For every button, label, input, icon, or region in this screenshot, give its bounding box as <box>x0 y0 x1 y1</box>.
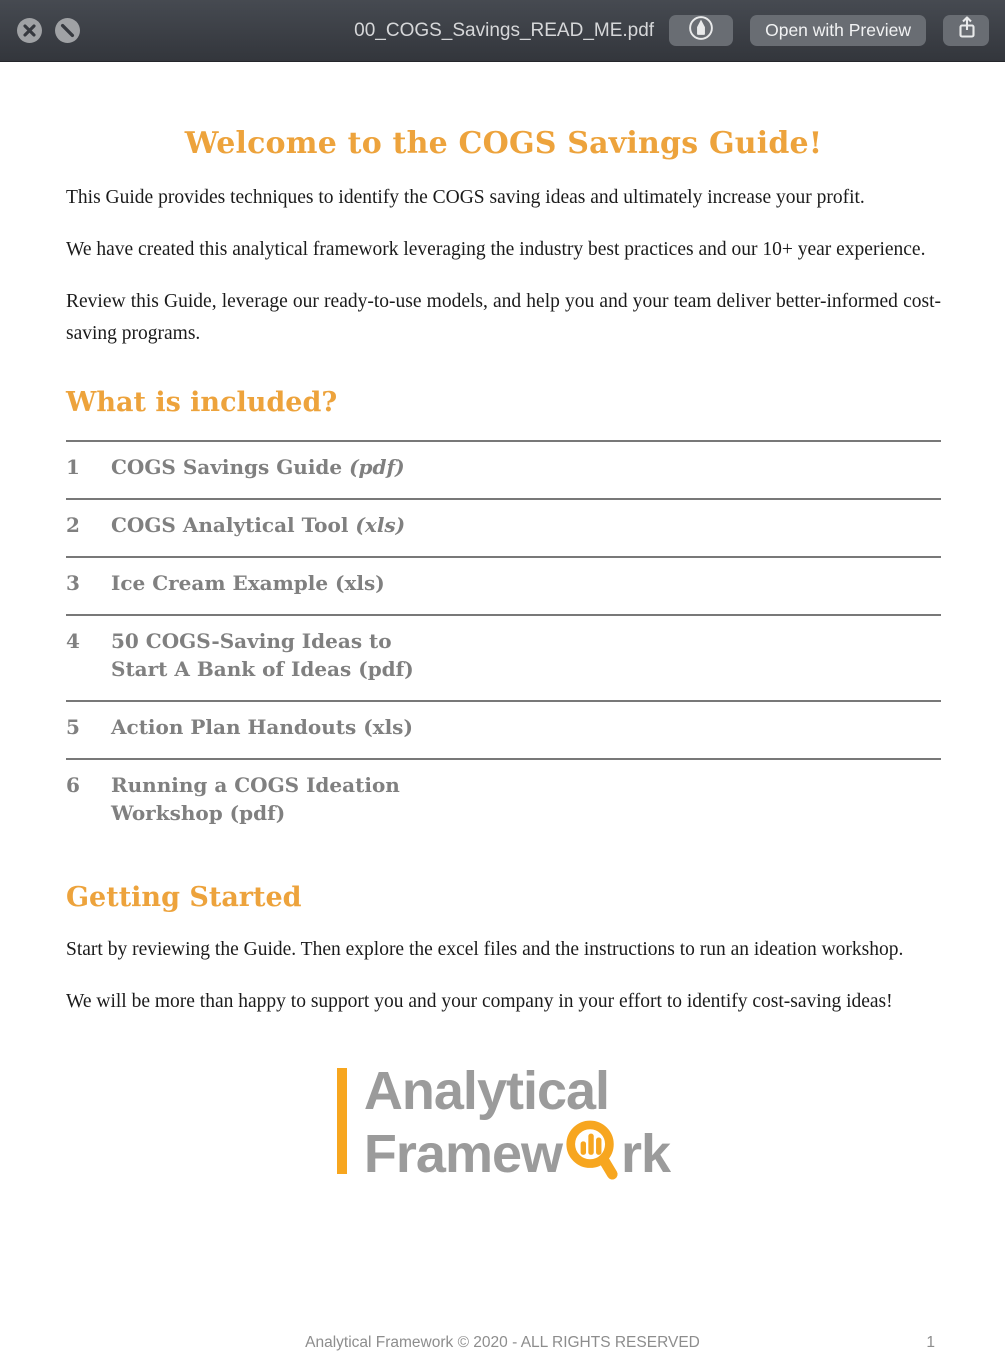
logo-line2-post: rk <box>621 1124 671 1185</box>
close-button[interactable] <box>16 17 43 44</box>
getting-started-heading: Getting Started <box>66 881 302 913</box>
row-description <box>456 569 941 597</box>
table-row <box>66 758 941 844</box>
table-row <box>66 498 941 556</box>
table-row <box>66 614 941 700</box>
paragraph: Start by reviewing the Guide. Then explore the excel files and the instructions to run an ideation workshop. <box>66 938 904 960</box>
logo-text <box>363 1061 671 1185</box>
row-title: COGS Analytical Tool (xls) <box>111 512 406 537</box>
page-number: 1 <box>926 1334 935 1351</box>
analytical-framework-logo <box>66 1061 941 1185</box>
share-button[interactable] <box>943 15 989 46</box>
row-number: 3 <box>66 570 80 595</box>
row-description <box>456 511 941 539</box>
prohibited-button[interactable] <box>54 17 81 44</box>
row-description <box>456 453 941 481</box>
row-number: 1 <box>66 454 80 479</box>
what-is-included-heading: What is included? <box>66 386 338 418</box>
row-number: 2 <box>66 512 80 537</box>
row-description <box>456 771 941 827</box>
close-icon <box>16 17 43 44</box>
quicklook-titlebar <box>0 0 1005 62</box>
table-row <box>66 440 941 498</box>
row-number: 4 <box>66 628 80 653</box>
paragraph: We have created this analytical framework leveraging the industry best practices and our 10+ year experience. <box>66 239 926 261</box>
logo-line2-pre: Framew <box>363 1124 563 1185</box>
document-title: Welcome to the COGS Savings Guide! <box>184 126 823 161</box>
window-title: 00_COGS_Savings_READ_ME.pdf <box>354 19 655 41</box>
logo-line2 <box>363 1119 671 1185</box>
share-icon <box>953 14 980 47</box>
row-number: 5 <box>66 714 80 739</box>
page-footer: Analytical Framework © 2020 - ALL RIGHTS RESERVED <box>305 1334 700 1351</box>
logo-line1: Analytical <box>363 1061 610 1122</box>
table-row <box>66 556 941 614</box>
open-with-preview-button[interactable]: Open with Preview <box>750 15 926 46</box>
markup-pen-icon <box>688 15 714 46</box>
logo-vertical-bar <box>337 1068 347 1174</box>
row-title: 50 COGS-Saving Ideas to Start A Bank of Ideas (pdf) <box>111 628 414 681</box>
row-title: Action Plan Handouts (xls) <box>111 714 413 739</box>
paragraph: Review this Guide, leverage our ready-to-use models, and help you and your team deliver better-informed cost-saving programs. <box>66 291 941 344</box>
intro-section <box>66 182 941 349</box>
prohibited-icon <box>54 17 81 44</box>
bar-chart-magnifier-icon <box>562 1119 621 1182</box>
paragraph: We will be more than happy to support you and your company in your effort to identify cost-saving ideas! <box>66 990 893 1012</box>
table-row <box>66 700 941 758</box>
row-description <box>456 713 941 741</box>
getting-started-section <box>66 934 941 1017</box>
row-description <box>456 627 941 683</box>
markup-button[interactable] <box>669 15 733 46</box>
row-title: Ice Cream Example (xls) <box>111 570 385 595</box>
row-title: COGS Savings Guide (pdf) <box>111 454 405 479</box>
row-title: Running a COGS Ideation Workshop (pdf) <box>111 772 400 825</box>
included-table <box>66 440 941 844</box>
pdf-page <box>0 62 1005 1185</box>
document-viewport[interactable] <box>0 62 1005 1372</box>
paragraph: This Guide provides techniques to identify the COGS saving ideas and ultimately increase your profit. <box>66 187 865 208</box>
row-number: 6 <box>66 772 80 797</box>
